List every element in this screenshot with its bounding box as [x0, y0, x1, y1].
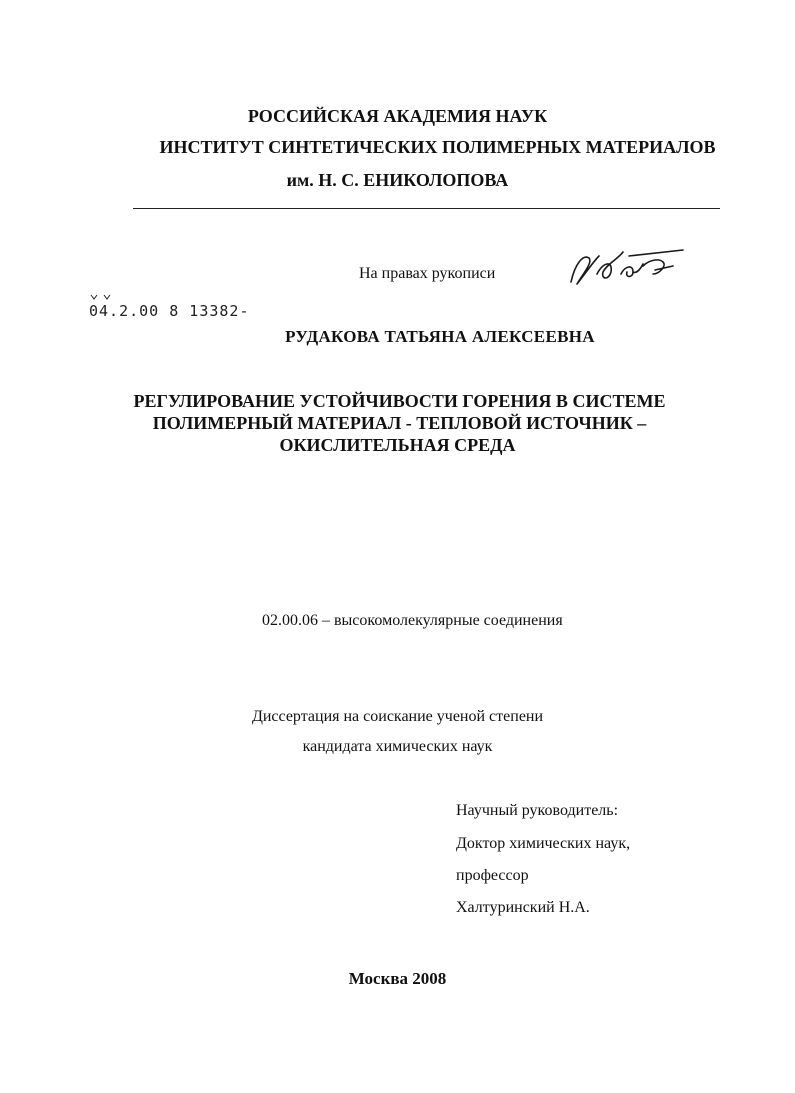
supervisor-name: Халтуринский Н.А.: [456, 899, 590, 916]
dissertation-line-1: Диссертация на соискание ученой степени: [251, 708, 544, 725]
supervisor-rank: профессор: [456, 867, 529, 884]
library-stamp-code: 04.2.00 8 13382-: [89, 302, 250, 320]
author-name: РУДАКОВА ТАТЬЯНА АЛЕКСЕЕВНА: [285, 327, 595, 346]
stamp-ticks: [90, 294, 114, 300]
title-line-2: ПОЛИМЕРНЫЙ МАТЕРИАЛ - ТЕПЛОВОЙ ИСТОЧНИК –: [152, 413, 647, 433]
manuscript-note: На правах рукописи: [359, 265, 496, 282]
specialty-code: 02.00.06 – высокомолекулярные соединения: [262, 612, 563, 629]
signature-image: [563, 244, 688, 294]
title-line-1: РЕГУЛИРОВАНИЕ УСТОЙЧИВОСТИ ГОРЕНИЯ В СИСТЕМЕ: [133, 391, 666, 411]
city-year: Москва 2008: [348, 969, 447, 988]
header-divider: [133, 208, 720, 209]
academy-name: РОССИЙСКАЯ АКАДЕМИЯ НАУК: [247, 106, 548, 126]
dissertation-line-2: кандидата химических наук: [302, 738, 493, 755]
institute-name: ИНСТИТУТ СИНТЕТИЧЕСКИХ ПОЛИМЕРНЫХ МАТЕРИАЛОВ: [159, 137, 716, 157]
named-after: им. Н. С. ЕНИКОЛОПОВА: [286, 170, 509, 190]
supervisor-label: Научный руководитель:: [456, 802, 619, 819]
title-line-3: ОКИСЛИТЕЛЬНАЯ СРЕДА: [279, 435, 516, 455]
supervisor-degree: Доктор химических наук,: [456, 835, 631, 852]
